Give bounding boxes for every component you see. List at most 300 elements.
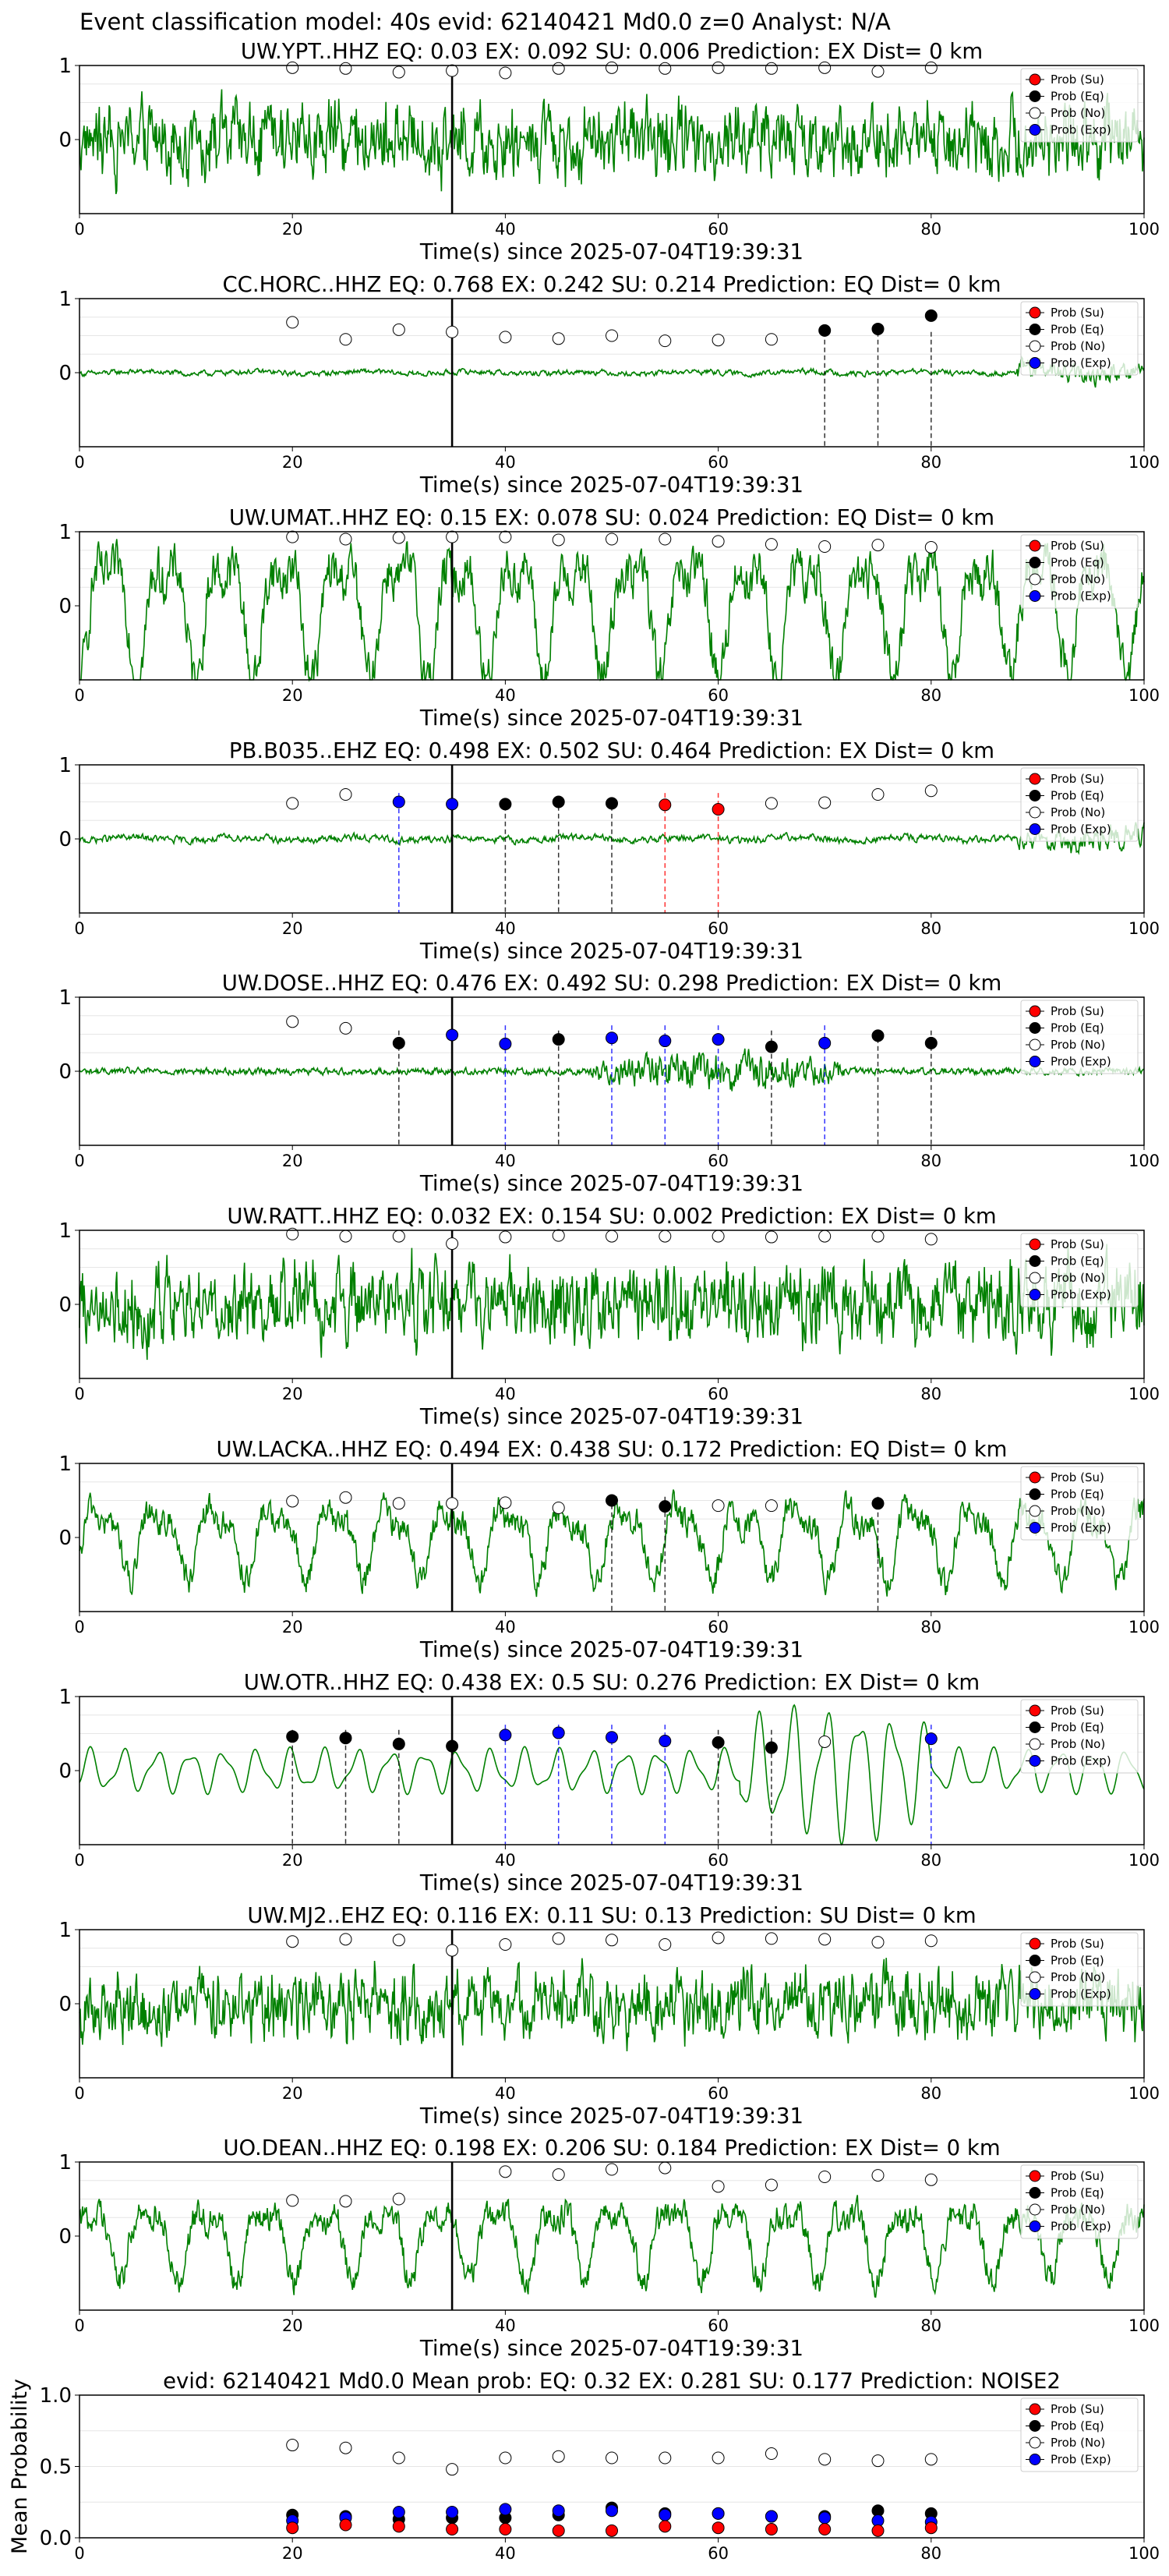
prob-marker-no — [606, 2452, 618, 2464]
prob-marker-no — [819, 2171, 831, 2183]
prob-marker-no — [712, 1932, 724, 1944]
prob-marker-exp — [447, 798, 458, 810]
panels — [8, 39, 1160, 2563]
legend-marker-no — [1029, 574, 1040, 585]
waveform-trace — [79, 357, 1144, 387]
prob-marker-no — [340, 1491, 351, 1503]
prob-marker-exp — [553, 2505, 564, 2517]
prob-marker-no — [340, 1230, 351, 1242]
y-tick-label: 1 — [58, 1686, 72, 1709]
x-tick-label: 0 — [74, 1385, 85, 1403]
prob-marker-exp — [447, 1029, 458, 1041]
prob-marker-no — [340, 2442, 351, 2454]
legend-marker-eq — [1029, 91, 1040, 102]
legend-label-eq: Prob (Eq) — [1051, 2419, 1104, 2433]
legend-label-exp: Prob (Exp) — [1051, 356, 1111, 370]
y-tick-label: 1 — [58, 2151, 72, 2174]
prob-marker-no — [553, 62, 564, 74]
legend-marker-no — [1029, 2204, 1040, 2215]
prob-marker-no — [287, 2440, 298, 2451]
prob-marker-no — [287, 317, 298, 328]
prob-marker-no — [712, 536, 724, 547]
legend-label-eq: Prob (Eq) — [1051, 788, 1104, 803]
x-tick-label: 60 — [708, 2084, 729, 2103]
legend-label-su: Prob (Su) — [1051, 2169, 1104, 2183]
prob-marker-no — [340, 533, 351, 545]
prob-marker-eq — [925, 1037, 937, 1049]
prob-marker-no — [712, 1230, 724, 1242]
panel-uw-dose--hhz — [58, 971, 1160, 1196]
panel-title: UO.DEAN..HHZ EQ: 0.198 EX: 0.206 SU: 0.184 Prediction: EX Dist= 0 km — [223, 2135, 1001, 2160]
prob-marker-eq — [606, 1495, 618, 1506]
prob-marker-no — [659, 1230, 671, 1242]
prob-marker-no — [606, 2164, 618, 2175]
legend-label-eq: Prob (Eq) — [1051, 1487, 1104, 1502]
x-tick-label: 40 — [495, 1618, 516, 1637]
prob-marker-no — [447, 1944, 458, 1956]
panel-title: UW.OTR..HHZ EQ: 0.438 EX: 0.5 SU: 0.276 Prediction: EX Dist= 0 km — [243, 1670, 980, 1695]
x-tick-label: 60 — [708, 1152, 729, 1170]
prob-marker-no — [500, 67, 511, 79]
x-tick-label: 80 — [920, 220, 942, 239]
prob-marker-su — [712, 2522, 724, 2534]
prob-marker-no — [287, 1016, 298, 1028]
panel-pb-b035--ehz — [58, 738, 1160, 964]
panel-uw-ypt--hhz — [58, 39, 1160, 264]
x-tick-label: 80 — [920, 2084, 942, 2103]
x-tick-label: 80 — [920, 1385, 942, 1403]
prob-marker-no — [925, 1233, 937, 1245]
prob-marker-no — [500, 2166, 511, 2178]
x-tick-label: 0 — [74, 919, 85, 938]
prob-marker-eq — [925, 310, 937, 321]
panel-cc-horc--hhz — [58, 272, 1160, 497]
legend-label-eq: Prob (Eq) — [1051, 1254, 1104, 1269]
y-tick-label: 0 — [58, 2225, 72, 2249]
prob-marker-no — [872, 1937, 884, 1948]
prob-marker-no — [340, 1934, 351, 1945]
legend-label-su: Prob (Su) — [1051, 1237, 1104, 1251]
prob-marker-no — [925, 1935, 937, 1947]
legend-label-su: Prob (Su) — [1051, 1704, 1104, 1718]
x-tick-label: 100 — [1128, 686, 1160, 705]
legend-label-su: Prob (Su) — [1051, 1004, 1104, 1018]
legend-label-eq: Prob (Eq) — [1051, 89, 1104, 104]
x-tick-label: 60 — [708, 2316, 729, 2335]
x-tick-label: 60 — [708, 686, 729, 705]
prob-marker-su — [606, 2525, 618, 2536]
panel-uw-otr--hhz — [58, 1670, 1160, 1895]
prob-marker-su — [340, 2519, 351, 2531]
waveform-trace — [79, 1049, 1144, 1092]
prob-marker-eq — [606, 798, 618, 809]
prob-marker-no — [553, 333, 564, 345]
legend-marker-exp — [1029, 1989, 1040, 2000]
x-tick-label: 100 — [1128, 1152, 1160, 1170]
prob-marker-no — [393, 532, 404, 543]
prob-marker-no — [500, 1231, 511, 1243]
legend-label-eq: Prob (Eq) — [1051, 2185, 1104, 2200]
y-tick-label: 0 — [58, 828, 72, 851]
legend-marker-exp — [1029, 591, 1040, 602]
prob-marker-no — [819, 797, 831, 809]
x-tick-label: 20 — [281, 2316, 303, 2335]
legend-label-exp: Prob (Exp) — [1051, 1054, 1111, 1069]
legend-marker-exp — [1029, 1756, 1040, 1767]
legend-marker-eq — [1029, 1489, 1040, 1500]
legend-marker-exp — [1029, 125, 1040, 136]
prob-marker-no — [393, 2193, 404, 2205]
prob-marker-eq — [287, 1731, 298, 1743]
x-tick-label: 20 — [281, 1618, 303, 1637]
y-tick-label: 0 — [58, 362, 72, 385]
panel-mean — [8, 2369, 1160, 2563]
x-axis-label: Time(s) since 2025-07-04T19:39:31 — [419, 239, 804, 264]
prob-marker-exp — [712, 2507, 724, 2519]
prob-marker-exp — [553, 1727, 564, 1739]
prob-marker-exp — [500, 1729, 511, 1741]
y-tick-label: 1.0 — [39, 2384, 72, 2408]
x-tick-label: 80 — [920, 1851, 942, 1870]
x-tick-label: 20 — [281, 220, 303, 239]
y-tick-label: 0 — [58, 129, 72, 152]
legend-label-no: Prob (No) — [1051, 1970, 1106, 1984]
x-tick-label: 100 — [1128, 2544, 1160, 2563]
prob-marker-exp — [819, 1037, 831, 1049]
x-tick-label: 0 — [74, 1851, 85, 1870]
prob-marker-su — [925, 2522, 937, 2534]
prob-marker-no — [393, 1934, 404, 1946]
prob-marker-no — [872, 65, 884, 77]
prob-marker-eq — [765, 1742, 777, 1753]
panel-title: CC.HORC..HHZ EQ: 0.768 EX: 0.242 SU: 0.214 Prediction: EQ Dist= 0 km — [222, 272, 1001, 297]
prob-marker-no — [819, 1230, 831, 1242]
prob-marker-eq — [819, 324, 831, 336]
legend-label-no: Prob (No) — [1051, 1271, 1106, 1285]
panel-uw-mj2--ehz — [58, 1903, 1160, 2128]
prob-marker-su — [872, 2525, 884, 2536]
legend-label-exp: Prob (Exp) — [1051, 822, 1111, 837]
prob-marker-su — [287, 2522, 298, 2534]
x-axis-label: Time(s) since 2025-07-04T19:39:31 — [419, 1404, 804, 1429]
x-tick-label: 40 — [495, 2084, 516, 2103]
legend-marker-no — [1029, 341, 1040, 352]
y-axis-label: Mean Probability — [8, 2379, 32, 2554]
y-tick-label: 1 — [58, 288, 72, 311]
legend-label-eq: Prob (Eq) — [1051, 322, 1104, 337]
prob-marker-no — [872, 2170, 884, 2181]
prob-marker-no — [500, 331, 511, 343]
legend-marker-exp — [1029, 2221, 1040, 2232]
legend-label-su: Prob (Su) — [1051, 1470, 1104, 1484]
axes-frame — [79, 532, 1144, 680]
legend-marker-no — [1029, 2437, 1040, 2448]
x-tick-label: 40 — [495, 2316, 516, 2335]
prob-marker-exp — [659, 1035, 671, 1047]
prob-marker-no — [287, 1495, 298, 1507]
panel-title: UW.MJ2..EHZ EQ: 0.116 EX: 0.11 SU: 0.13 Prediction: SU Dist= 0 km — [247, 1903, 977, 1928]
y-tick-label: 0 — [58, 1060, 72, 1084]
prob-marker-no — [500, 1497, 511, 1509]
x-tick-label: 40 — [495, 1851, 516, 1870]
prob-marker-su — [659, 2521, 671, 2532]
prob-marker-no — [765, 334, 777, 345]
x-tick-label: 60 — [708, 1851, 729, 1870]
x-tick-label: 80 — [920, 2544, 942, 2563]
prob-marker-no — [447, 1498, 458, 1509]
legend-label-exp: Prob (Exp) — [1051, 1753, 1111, 1768]
legend-marker-eq — [1029, 557, 1040, 568]
x-axis-label: Time(s) since 2025-07-04T19:39:31 — [419, 2104, 804, 2128]
prob-marker-no — [819, 541, 831, 553]
panel-title: UW.UMAT..HHZ EQ: 0.15 EX: 0.078 SU: 0.024 Prediction: EQ Dist= 0 km — [228, 505, 995, 530]
legend-label-exp: Prob (Exp) — [1051, 2219, 1111, 2234]
legend-marker-no — [1029, 1039, 1040, 1050]
waveform-trace — [79, 2195, 1144, 2297]
legend-label-su: Prob (Su) — [1051, 772, 1104, 786]
legend-marker-su — [1029, 540, 1040, 551]
prob-marker-su — [393, 2521, 404, 2532]
prob-marker-no — [606, 1934, 618, 1946]
legend-marker-no — [1029, 1506, 1040, 1516]
prob-marker-no — [287, 798, 298, 809]
x-tick-label: 60 — [708, 1385, 729, 1403]
prob-marker-eq — [393, 1738, 404, 1750]
prob-marker-su — [447, 2524, 458, 2535]
x-axis-label: Time(s) since 2025-07-04T19:39:31 — [419, 939, 804, 964]
y-tick-label: 1 — [58, 1453, 72, 1476]
legend-label-exp: Prob (Exp) — [1051, 1520, 1111, 1535]
panel-title: PB.B035..EHZ EQ: 0.498 EX: 0.502 SU: 0.464 Prediction: EX Dist= 0 km — [228, 738, 995, 763]
panel-uw-umat--hhz — [58, 505, 1160, 731]
prob-marker-no — [553, 2169, 564, 2181]
prob-marker-no — [393, 66, 404, 78]
x-tick-label: 40 — [495, 453, 516, 472]
x-tick-label: 0 — [74, 2544, 85, 2563]
prob-marker-exp — [393, 796, 404, 808]
prob-marker-no — [872, 789, 884, 801]
prob-marker-no — [819, 1736, 831, 1747]
prob-marker-no — [659, 335, 671, 347]
legend-label-eq: Prob (Eq) — [1051, 1953, 1104, 1968]
prob-marker-no — [553, 1933, 564, 1944]
legend-marker-eq — [1029, 324, 1040, 335]
legend-marker-eq — [1029, 1023, 1040, 1034]
panel-title: evid: 62140421 Md0.0 Mean prob: EQ: 0.32 EX: 0.281 SU: 0.177 Prediction: NOISE2 — [163, 2369, 1061, 2394]
legend-label-no: Prob (No) — [1051, 2203, 1106, 2217]
prob-marker-no — [925, 2454, 937, 2465]
x-tick-label: 80 — [920, 1152, 942, 1170]
prob-marker-eq — [447, 1740, 458, 1752]
prob-marker-exp — [659, 2509, 671, 2521]
prob-marker-no — [393, 324, 404, 335]
prob-marker-no — [447, 2464, 458, 2475]
prob-marker-no — [659, 2162, 671, 2174]
legend-marker-su — [1029, 2171, 1040, 2181]
prob-marker-exp — [925, 1733, 937, 1745]
legend-marker-su — [1029, 1472, 1040, 1483]
legend-label-no: Prob (No) — [1051, 2436, 1106, 2450]
x-tick-label: 0 — [74, 2084, 85, 2103]
legend-marker-eq — [1029, 791, 1040, 801]
y-tick-label: 1 — [58, 1919, 72, 1942]
prob-marker-eq — [553, 796, 564, 808]
prob-marker-eq — [659, 1501, 671, 1513]
legend-label-exp: Prob (Exp) — [1051, 2452, 1111, 2467]
prob-marker-no — [553, 534, 564, 546]
legend-marker-eq — [1029, 1722, 1040, 1733]
prob-marker-no — [872, 2455, 884, 2467]
waveform-trace — [79, 90, 1144, 194]
y-tick-label: 0 — [58, 1993, 72, 2016]
x-axis-label: Time(s) since 2025-07-04T19:39:31 — [419, 2336, 804, 2361]
prob-marker-exp — [393, 2507, 404, 2518]
y-tick-label: 1 — [58, 986, 72, 1010]
legend-marker-eq — [1029, 2188, 1040, 2199]
prob-marker-no — [447, 65, 458, 76]
x-tick-label: 100 — [1128, 220, 1160, 239]
x-tick-label: 40 — [495, 1385, 516, 1403]
legend-label-no: Prob (No) — [1051, 1504, 1106, 1518]
x-tick-label: 0 — [74, 1152, 85, 1170]
panel-uw-lacka--hhz — [58, 1437, 1160, 1662]
y-tick-label: 0 — [58, 1760, 72, 1783]
prob-marker-no — [500, 531, 511, 543]
x-tick-label: 0 — [74, 686, 85, 705]
prob-marker-no — [819, 2454, 831, 2465]
prob-marker-exp — [447, 2507, 458, 2518]
prob-marker-exp — [659, 1736, 671, 1747]
legend-label-exp: Prob (Exp) — [1051, 1287, 1111, 1302]
y-tick-label: 0 — [58, 1527, 72, 1550]
prob-marker-exp — [606, 1032, 618, 1044]
legend-label-su: Prob (Su) — [1051, 1937, 1104, 1951]
legend-label-no: Prob (No) — [1051, 339, 1106, 353]
x-tick-label: 20 — [281, 919, 303, 938]
legend-marker-su — [1029, 1239, 1040, 1250]
legend-marker-su — [1029, 1006, 1040, 1017]
legend-marker-no — [1029, 1272, 1040, 1283]
x-tick-label: 100 — [1128, 919, 1160, 938]
prob-marker-su — [659, 799, 671, 811]
prob-marker-no — [447, 326, 458, 338]
legend-label-no: Prob (No) — [1051, 1737, 1106, 1751]
legend-marker-su — [1029, 2404, 1040, 2415]
x-axis-label: Time(s) since 2025-07-04T19:39:31 — [419, 706, 804, 731]
legend-marker-eq — [1029, 1256, 1040, 1267]
prob-marker-eq — [872, 323, 884, 334]
x-tick-label: 20 — [281, 453, 303, 472]
prob-marker-no — [659, 2452, 671, 2464]
prob-marker-no — [447, 531, 458, 543]
legend-marker-no — [1029, 1739, 1040, 1750]
x-tick-label: 100 — [1128, 2316, 1160, 2335]
prob-marker-no — [925, 785, 937, 797]
prob-marker-no — [765, 2448, 777, 2460]
x-tick-label: 0 — [74, 1618, 85, 1637]
prob-marker-exp — [765, 2511, 777, 2522]
legend-marker-exp — [1029, 824, 1040, 835]
x-tick-label: 100 — [1128, 1385, 1160, 1403]
legend-marker-eq — [1029, 1955, 1040, 1966]
x-tick-label: 20 — [281, 686, 303, 705]
x-tick-label: 0 — [74, 220, 85, 239]
y-tick-label: 1 — [58, 521, 72, 544]
prob-marker-su — [500, 2524, 511, 2535]
y-tick-label: 0.5 — [39, 2455, 72, 2479]
prob-marker-no — [340, 1022, 351, 1034]
prob-marker-su — [819, 2524, 831, 2535]
legend-label-eq: Prob (Eq) — [1051, 1720, 1104, 1735]
prob-marker-no — [500, 1939, 511, 1951]
prob-marker-no — [287, 1936, 298, 1948]
legend-marker-su — [1029, 773, 1040, 784]
x-axis-label: Time(s) since 2025-07-04T19:39:31 — [419, 1870, 804, 1895]
x-tick-label: 100 — [1128, 1618, 1160, 1637]
legend-label-no: Prob (No) — [1051, 572, 1106, 586]
panel-title: UW.LACKA..HHZ EQ: 0.494 EX: 0.438 SU: 0.172 Prediction: EQ Dist= 0 km — [216, 1437, 1008, 1462]
x-axis-label: Time(s) since 2025-07-04T19:39:31 — [419, 1637, 804, 1662]
x-tick-label: 80 — [920, 453, 942, 472]
prob-marker-no — [872, 540, 884, 551]
y-tick-label: 0.0 — [39, 2527, 72, 2550]
legend-marker-exp — [1029, 358, 1040, 369]
prob-marker-no — [606, 1230, 618, 1242]
prob-marker-no — [765, 62, 777, 74]
prob-marker-no — [765, 1500, 777, 1512]
prob-marker-eq — [340, 1732, 351, 1744]
legend-label-no: Prob (No) — [1051, 805, 1106, 819]
legend-label-exp: Prob (Exp) — [1051, 1987, 1111, 2001]
prob-marker-no — [712, 334, 724, 346]
x-tick-label: 60 — [708, 453, 729, 472]
waveform-trace — [79, 1958, 1144, 2051]
legend-label-su: Prob (Su) — [1051, 73, 1104, 87]
prob-marker-eq — [765, 1041, 777, 1053]
prob-marker-no — [659, 1939, 671, 1951]
x-tick-label: 40 — [495, 1152, 516, 1170]
prob-marker-no — [765, 798, 777, 809]
prob-marker-no — [765, 539, 777, 550]
x-tick-label: 20 — [281, 1152, 303, 1170]
prob-marker-no — [340, 2196, 351, 2207]
x-tick-label: 60 — [708, 1618, 729, 1637]
prob-marker-no — [659, 62, 671, 74]
prob-marker-no — [659, 533, 671, 545]
prob-marker-no — [340, 789, 351, 801]
y-tick-label: 0 — [58, 595, 72, 618]
prob-marker-no — [606, 533, 618, 545]
prob-marker-su — [765, 2524, 777, 2535]
legend-marker-exp — [1029, 2454, 1040, 2465]
legend-label-eq: Prob (Eq) — [1051, 555, 1104, 570]
y-tick-label: 1 — [58, 754, 72, 777]
x-tick-label: 80 — [920, 1618, 942, 1637]
prob-marker-no — [553, 1230, 564, 1241]
x-tick-label: 20 — [281, 1851, 303, 1870]
waveform-trace — [79, 1244, 1144, 1361]
prob-marker-no — [606, 330, 618, 341]
legend-label-su: Prob (Su) — [1051, 2402, 1104, 2416]
x-tick-label: 40 — [495, 919, 516, 938]
prob-marker-no — [925, 541, 937, 553]
legend-label-no: Prob (No) — [1051, 106, 1106, 120]
x-tick-label: 20 — [281, 2084, 303, 2103]
legend-marker-su — [1029, 74, 1040, 85]
axes-frame — [79, 2162, 1144, 2310]
x-tick-label: 100 — [1128, 1851, 1160, 1870]
legend-marker-su — [1029, 1938, 1040, 1949]
